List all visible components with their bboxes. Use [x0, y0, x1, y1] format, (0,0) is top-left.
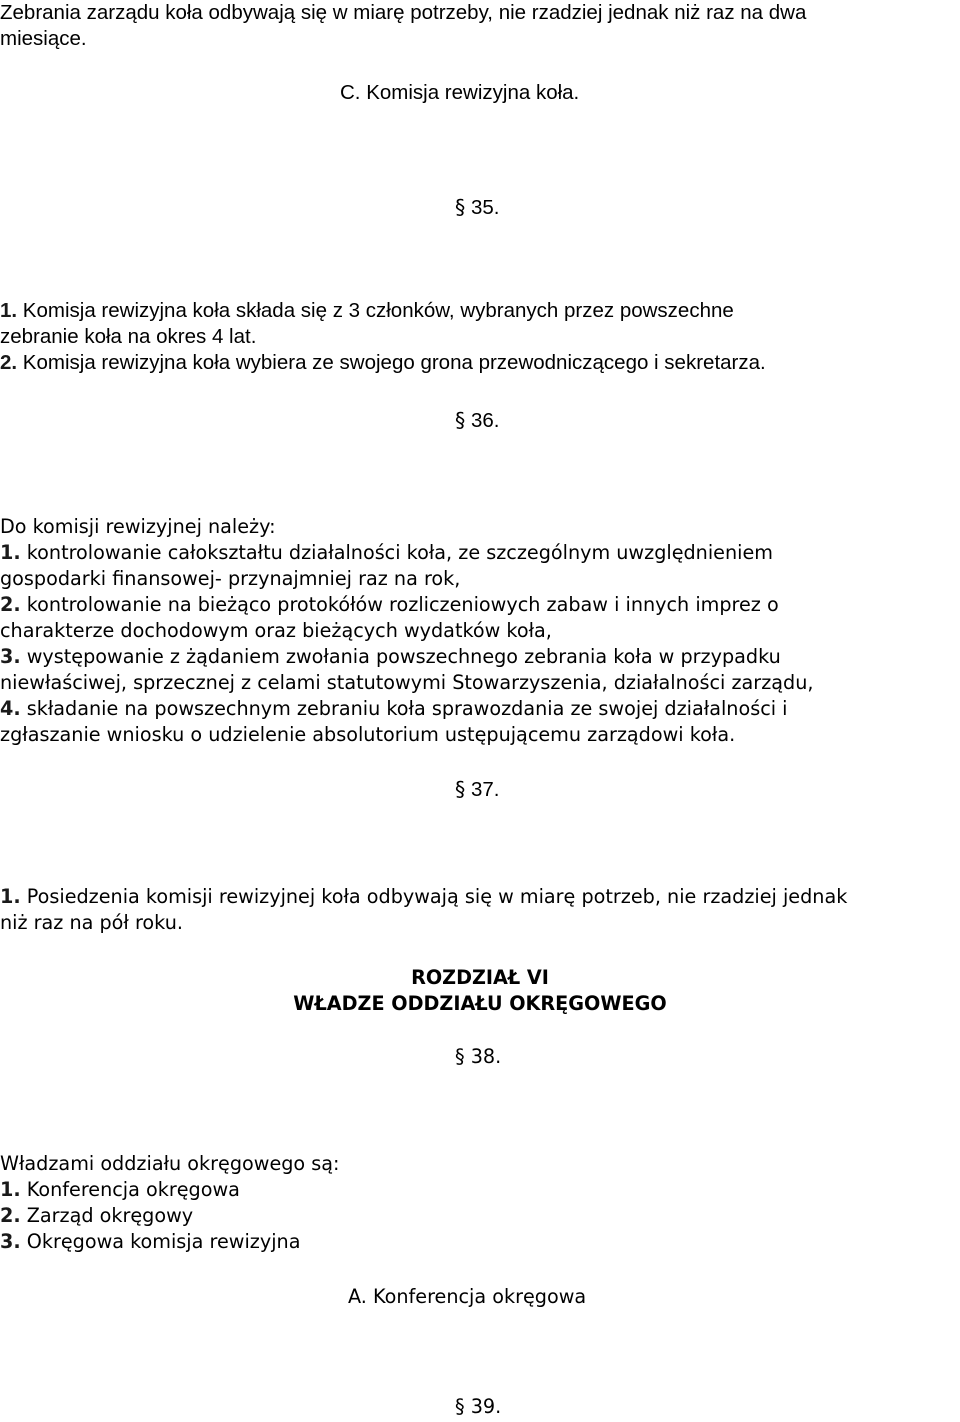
intro-line-1: Zebrania zarządu koła odbywają się w miarę potrzeby, nie rzadziej jednak niż raz na dwa: [0, 1, 807, 24]
item-number: 1.: [0, 885, 21, 908]
section-sign: §: [455, 195, 466, 219]
item-text: kontrolowanie całokształtu działalności koła, ze szczególnym uwzględnieniem: [20, 541, 773, 564]
item-number: 3.: [0, 645, 21, 668]
paragraph-35-heading: [455, 194, 499, 221]
par36-item-2-line-1: [0, 592, 779, 618]
par36-item-4-line-1: [0, 696, 788, 722]
section-sign: §: [455, 408, 466, 432]
paragraph-number: 37.: [470, 778, 500, 801]
item-number: 1.: [0, 1178, 21, 1201]
item-number: 2.: [0, 351, 18, 374]
paragraph-number: 36.: [470, 409, 500, 432]
chapter-subtitle: WŁADZE ODDZIAŁU OKRĘGOWEGO: [293, 992, 667, 1015]
item-text: kontrolowanie na bieżąco protokółów rozliczeniowych zabaw i innych imprez o: [20, 593, 779, 616]
item-number: 1.: [0, 541, 21, 564]
item-text: Komisja rewizyjna koła wybiera ze swojego grona przewodniczącego i sekretarza.: [17, 351, 766, 374]
par37-item-1-line-2: niż raz na pół roku.: [0, 911, 183, 934]
par36-item-4-line-2: zgłaszanie wniosku o udzielenie absolutorium ustępującemu zarządowi koła.: [0, 723, 736, 746]
chapter-title: ROZDZIAŁ VI: [411, 966, 549, 989]
item-number: 2.: [0, 1204, 21, 1227]
item-text: Konferencja okręgowa: [20, 1178, 240, 1201]
section-c-heading: C. Komisja rewizyjna koła.: [340, 81, 580, 104]
item-number: 3.: [0, 1230, 21, 1253]
par36-intro: Do komisji rewizyjnej należy:: [0, 515, 276, 538]
paragraph-number: 39.: [470, 1395, 502, 1418]
par36-item-3-line-1: [0, 644, 781, 670]
paragraph-number: 38.: [470, 1045, 502, 1068]
paragraph-number: 35.: [470, 196, 500, 219]
section-sign: §: [455, 1045, 465, 1068]
item-text: składanie na powszechnym zebraniu koła sprawozdania ze swojej działalności i: [20, 697, 788, 720]
par38-intro: Władzami oddziału okręgowego są:: [0, 1152, 340, 1175]
item-text: Okręgowa komisja rewizyjna: [20, 1230, 301, 1253]
item-number: 2.: [0, 593, 21, 616]
par38-item-2: [0, 1203, 193, 1229]
par36-item-1-line-2: gospodarki finansowej- przynajmniej raz na rok,: [0, 567, 461, 590]
paragraph-39-heading: [455, 1394, 501, 1420]
par38-item-1: [0, 1177, 240, 1203]
item-text: Zarząd okręgowy: [20, 1204, 194, 1227]
paragraph-37-heading: [455, 776, 499, 803]
item-text: Posiedzenia komisji rewizyjnej koła odbywają się w miarę potrzeb, nie rzadziej jednak: [20, 885, 848, 908]
paragraph-36-heading: [455, 407, 499, 434]
intro-line-2: miesiące.: [0, 27, 87, 50]
section-a-heading: A. Konferencja okręgowa: [348, 1285, 587, 1308]
par36-item-3-line-2: niewłaściwej, sprzecznej z celami statutowymi Stowarzyszenia, działalności zarządu,: [0, 671, 814, 694]
par37-item-1-line-1: [0, 884, 847, 910]
item-text: występowanie z żądaniem zwołania powszechnego zebrania koła w przypadku: [20, 645, 781, 668]
item-number: 1.: [0, 299, 18, 322]
item-number: 4.: [0, 697, 21, 720]
item-text: Komisja rewizyjna koła składa się z 3 członków, wybranych przez powszechne: [17, 299, 734, 322]
par36-item-2-line-2: charakterze dochodowym oraz bieżących wydatków koła,: [0, 619, 552, 642]
par36-item-1-line-1: [0, 540, 773, 566]
par35-item-2-line-1: [0, 350, 766, 376]
section-sign: §: [455, 1395, 465, 1418]
section-sign: §: [455, 777, 466, 801]
par38-item-3: [0, 1229, 300, 1255]
par35-item-1-line-2: zebranie koła na okres 4 lat.: [0, 325, 257, 348]
paragraph-38-heading: [455, 1044, 501, 1070]
par35-item-1-line-1: [0, 298, 734, 324]
